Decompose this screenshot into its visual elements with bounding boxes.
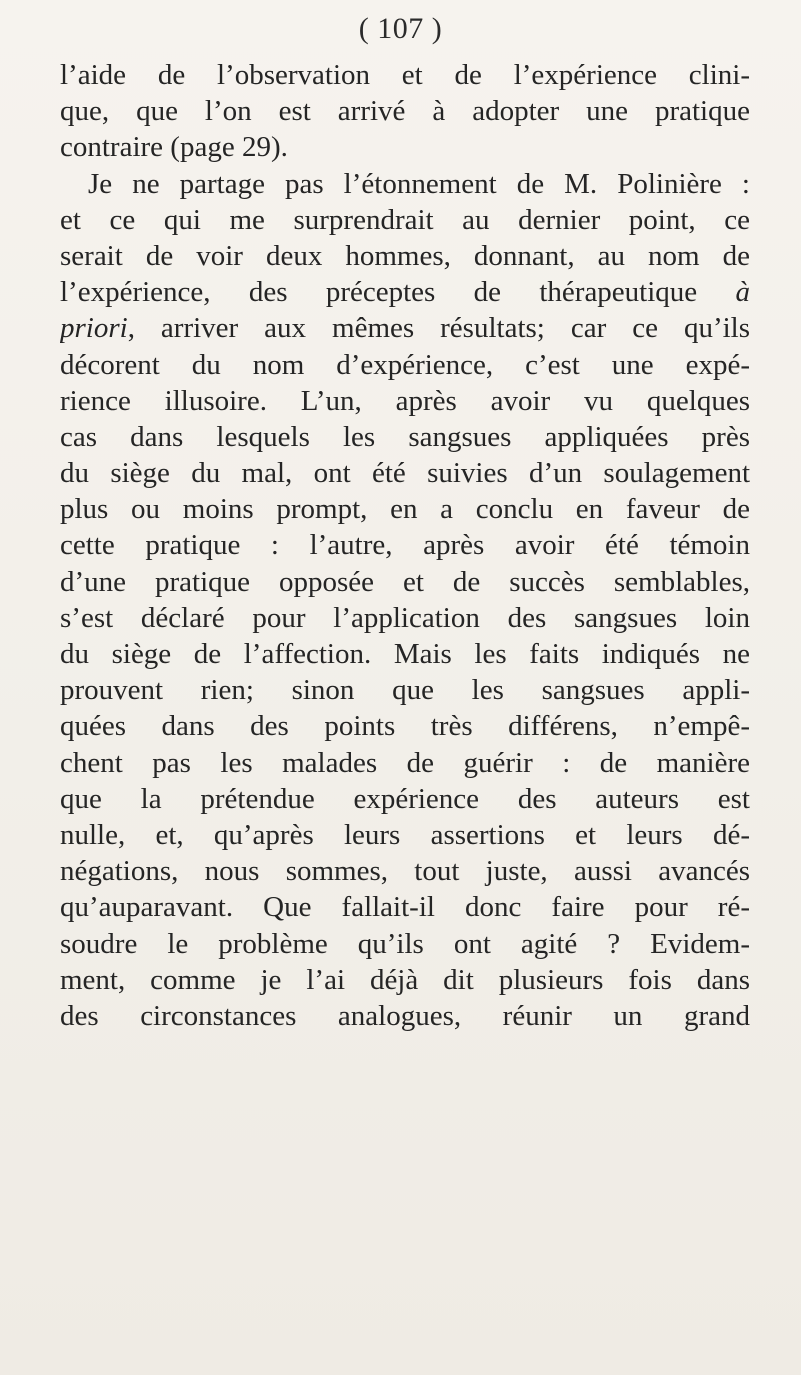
text-line: qu’auparavant. Que fallait-il donc faire pour ré- — [60, 891, 750, 924]
text-line: du siège du mal, ont été suivies d’un soulagement — [60, 457, 750, 490]
text-line: rience illusoire. L’un, après avoir vu quelques — [60, 384, 750, 417]
text-line: prouvent rien; sinon que les sangsues appli- — [60, 674, 750, 707]
text-line: nulle, et, qu’après leurs assertions et leurs dé- — [60, 818, 750, 851]
text-line: Je ne partage pas l’étonnement de M. Polinière : — [88, 167, 750, 200]
text-line: décorent du nom d’expérience, c’est une expé- — [60, 348, 750, 381]
text-line: du siège de l’affection. Mais les faits indiqués ne — [60, 638, 750, 670]
text-segment: , arriver aux mêmes résultats; car ce qu’ils — [127, 312, 750, 345]
text-line: s’est déclaré pour l’application des sangsues loin — [60, 601, 750, 634]
text-line: que la prétendue expérience des auteurs est — [60, 782, 750, 815]
text-line: quées dans des points très différens, n’empê- — [60, 710, 750, 743]
text-line: d’une pratique opposée et de succès semblables, — [60, 565, 750, 598]
page-number: ( 107 ) — [358, 12, 443, 45]
text-line-with-italic — [60, 310, 750, 346]
text-line: soudre le problème qu’ils ont agité ? Evidem- — [60, 927, 750, 960]
body-text — [60, 57, 750, 1034]
text-line: l’aide de l’observation et de l’expérience clini- — [60, 59, 750, 91]
text-segment: l’expérience, des préceptes de thérapeutique — [60, 276, 698, 309]
text-line: chent pas les malades de guérir : de manière — [60, 746, 750, 779]
text-line: que, que l’on est arrivé à adopter une pratique — [60, 95, 750, 128]
text-line: des circonstances analogues, réunir un grand — [60, 999, 750, 1032]
text-line-with-italic — [60, 274, 750, 310]
text-line: et ce qui me surprendrait au dernier point, ce — [60, 203, 750, 236]
text-line: contraire (page 29). — [60, 131, 288, 164]
text-line: plus ou moins prompt, en a conclu en faveur de — [60, 493, 750, 526]
text-line: cette pratique : l’autre, après avoir été témoin — [60, 529, 750, 562]
text-line: négations, nous sommes, tout juste, aussi avancés — [60, 855, 750, 888]
text-line: serait de voir deux hommes, donnant, au nom de — [60, 239, 750, 272]
italic-text: priori — [60, 312, 128, 345]
text-line: ment, comme je l’ai déjà dit plusieurs fois dans — [60, 963, 750, 996]
italic-text: à — [735, 276, 750, 309]
text-line: cas dans lesquels les sangsues appliquées près — [60, 420, 750, 453]
